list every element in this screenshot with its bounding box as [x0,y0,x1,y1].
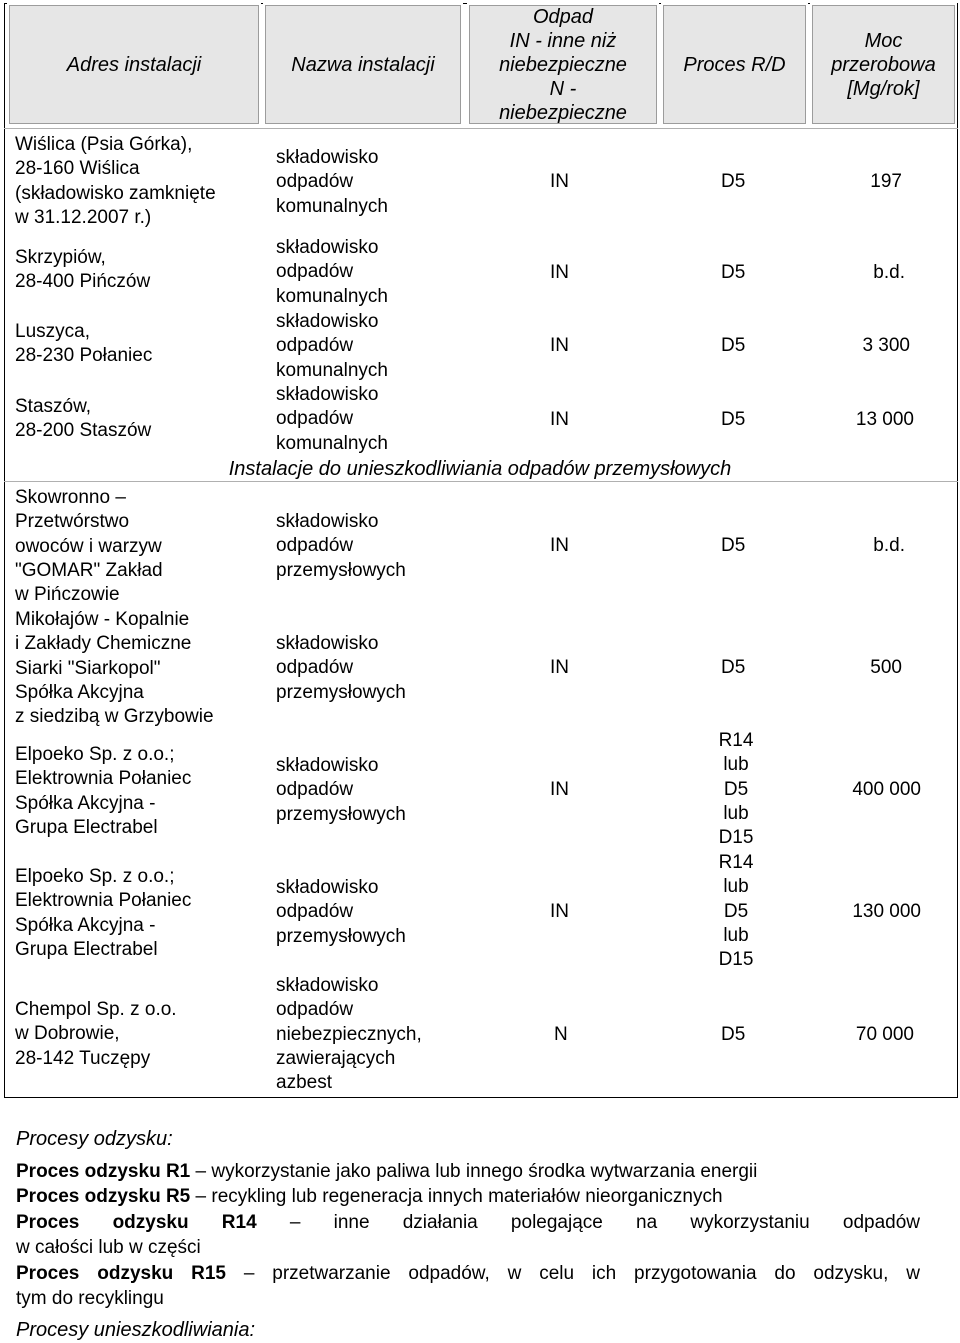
name-cell: składowisko odpadów niebezpiecznych, zawierających azbest [276,974,422,1095]
note-r15-text: – przetwarzanie odpadów, w celu ich przygotowania do odzysku, w [226,1263,920,1284]
note-r14-cont: w całości lub w części [16,1235,920,1261]
process-cell: D5 [721,261,745,285]
address-cell: Mikołajów - Kopalnie i Zakłady Chemiczne Siarki "Siarkopol" Spółka Akcyjna z siedzibą w Grzybowie [15,608,214,729]
process-cell: D5 [721,170,745,194]
name-cell: składowisko odpadów przemysłowych [276,632,406,705]
capacity-cell: 3 300 [862,334,910,358]
header-name-text: Nazwa instalacji [291,53,434,77]
capacity-cell: b.d. [873,534,905,558]
waste-cell: IN [550,656,569,680]
header-process-text: Proces R/D [683,53,785,77]
disposal-processes-header: Procesy unieszkodliwiania: [16,1318,920,1343]
note-r15-cont: tym do recyklingu [16,1286,920,1312]
waste-cell: IN [550,534,569,558]
name-cell: składowisko odpadów przemysłowych [276,754,406,827]
address-cell: Luszyca, 28-230 Połaniec [15,320,152,369]
header-process [661,3,808,126]
name-cell: składowisko odpadów komunalnych [276,236,388,309]
capacity-cell: 400 000 [852,778,921,802]
note-r5-text: – recykling lub regeneracja innych materiałów nieorganicznych [190,1186,722,1207]
name-cell: składowisko odpadów przemysłowych [276,876,406,949]
header-waste [467,3,659,126]
name-cell: składowisko odpadów komunalnych [276,146,388,219]
address-cell: Staszów, 28-200 Staszów [15,395,151,444]
capacity-cell: 197 [870,170,902,194]
process-cell: D5 [721,1023,745,1047]
process-cell: R14 lub D5 lub D15 [706,851,766,972]
address-cell: Skrzypiów, 28-400 Pińczów [15,246,150,295]
recovery-processes-header: Procesy odzysku: [16,1127,920,1153]
address-cell: Skowronno – Przetwórstwo owoców i warzyw "GOMAR" Zakład w Pińczowie [15,486,163,607]
waste-cell: IN [550,900,569,924]
address-cell: Elpoeko Sp. z o.o.; Elektrownia Połaniec Spółka Akcyjna - Grupa Electrabel [15,865,191,962]
waste-cell: IN [550,334,569,358]
note-r14-text: – inne działania polegające na wykorzystaniu odpadów [257,1212,920,1233]
capacity-cell: 13 000 [856,408,914,432]
capacity-cell: 500 [870,656,902,680]
name-cell: składowisko odpadów komunalnych [276,383,388,456]
note-r1 [16,1159,920,1185]
note-r14 [16,1210,920,1236]
address-cell: Chempol Sp. z o.o. w Dobrowie, 28-142 Tuczępy [15,998,177,1071]
capacity-cell: 130 000 [852,900,921,924]
header-capacity-text: Moc przerobowa [Mg/rok] [831,29,936,101]
note-r5-label: Proces odzysku R5 [16,1186,190,1207]
address-cell: Elpoeko Sp. z o.o.; Elektrownia Połaniec Spółka Akcyjna - Grupa Electrabel [15,743,191,840]
waste-cell: IN [550,408,569,432]
name-cell: składowisko odpadów komunalnych [276,310,388,383]
note-r15 [16,1261,920,1287]
capacity-cell: 70 000 [856,1023,914,1047]
waste-cell: N [554,1023,568,1047]
name-cell: składowisko odpadów przemysłowych [276,510,406,583]
rule-after-section [4,481,958,482]
waste-cell: IN [550,170,569,194]
rule-after-header [4,128,958,129]
note-r1-label: Proces odzysku R1 [16,1161,190,1182]
section-title-industrial: Instalacje do unieszkodliwiania odpadów przemysłowych [0,457,960,481]
process-cell: D5 [721,656,745,680]
header-address-text: Adres instalacji [67,53,202,77]
header-address [7,3,261,126]
process-cell: D5 [721,534,745,558]
waste-cell: IN [550,261,569,285]
note-r15-label: Proces odzysku R15 [16,1263,226,1284]
process-cell: D5 [721,334,745,358]
note-r5 [16,1184,920,1210]
waste-cell: IN [550,778,569,802]
header-waste-text: Odpad IN - inne niż niebezpieczne N - niebezpieczne [499,5,627,125]
capacity-cell: b.d. [873,261,905,285]
header-capacity [810,3,957,126]
address-cell: Wiślica (Psia Górka), 28-160 Wiślica (składowisko zamknięte w 31.12.2007 r.) [15,133,216,230]
process-notes [16,1127,920,1343]
process-cell: D5 [721,408,745,432]
note-r14-label: Proces odzysku R14 [16,1212,257,1233]
process-cell: R14 lub D5 lub D15 [706,729,766,850]
note-r1-text: – wykorzystanie jako paliwa lub innego środka wytwarzania energii [190,1161,757,1182]
header-name [263,3,463,126]
